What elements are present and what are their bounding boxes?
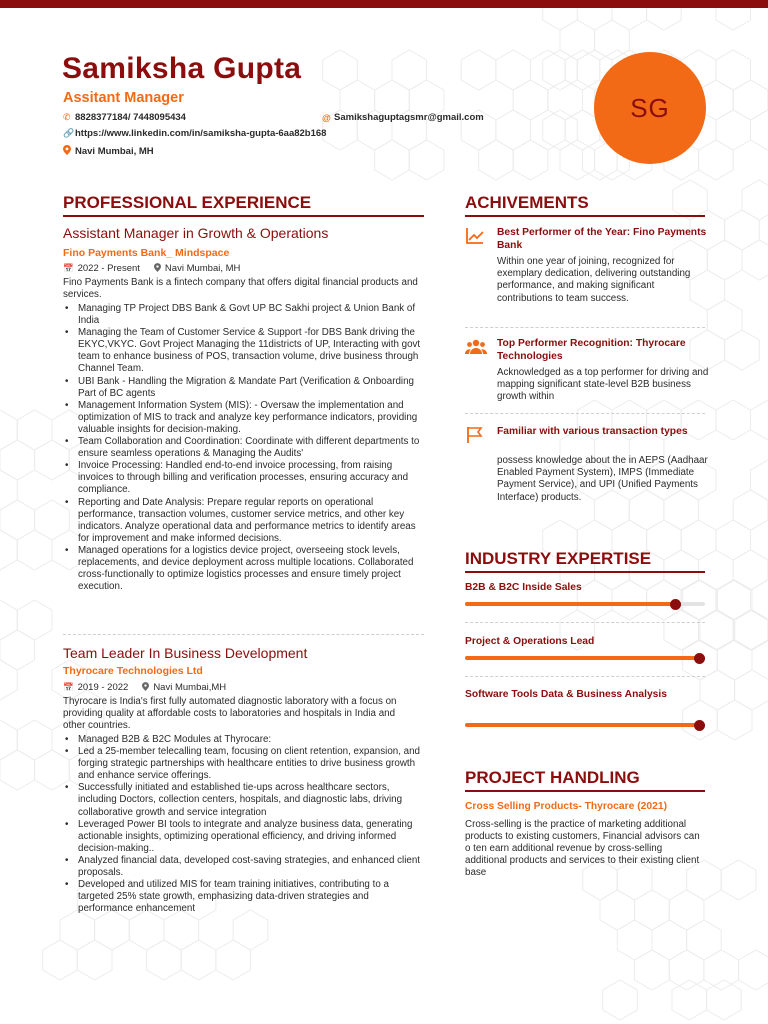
list-item: • Led a 25-member telecalling team, focusing on client retention, expansion, and forging strategic partnerships with healthcare entities to drive business growth and enhance service offerings.	[63, 746, 423, 782]
trend-up-icon	[465, 227, 487, 247]
contact-linkedin[interactable]	[63, 128, 326, 139]
section-title-achievements: ACHIVEMENTS	[465, 193, 705, 217]
linkedin-text[interactable]: https://www.linkedin.com/in/samiksha-gupta-6aa82b168	[75, 128, 327, 139]
calendar-icon: 📅	[63, 263, 74, 273]
list-item: • Invoice Processing: Handled end-to-end invoice processing, from raising invoices to through billing and verification processes, ensuring accuracy and compliance.	[63, 460, 423, 496]
achievement-title: Top Performer Recognition: Thyrocare Technologies	[497, 338, 686, 362]
phone-text: 8828377184/ 7448095434	[75, 112, 186, 123]
list-item: • Developed and utilized MIS for team training initiatives, contributing to a targeted 25% state growth, emphasizing data-driven strategies and performance enhancement	[63, 879, 423, 915]
list-item: • Successfully initiated and established tie-ups across healthcare sectors, including Doctors, collection centers, hospitals, and diagnostic labs, driving collaborative growth and service integration	[63, 782, 423, 818]
job-company: Thyrocare Technologies Ltd	[63, 665, 203, 677]
email-text[interactable]: Samikshaguptagsmr@gmail.com	[334, 112, 484, 123]
job-bullets	[63, 734, 423, 915]
achievement-item	[465, 338, 710, 408]
top-accent-bar	[0, 0, 768, 8]
job-dates: 2022 - Present	[77, 263, 140, 274]
list-item: • Reporting and Date Analysis: Prepare regular reports on operational performance, transaction volumes, customer service metrics, and other key indicators. Analyze operational data and performance metrics to identify areas for improvement and make informed decisions.	[63, 497, 423, 545]
map-pin-icon	[63, 145, 75, 157]
candidate-role: Assitant Manager	[63, 90, 184, 106]
calendar-icon: 📅	[63, 682, 74, 692]
list-item: • Team Collaboration and Coordination: Coordinate with different departments to ensure seamless operations & Managing the Audits'	[63, 436, 423, 460]
list-item: • Managed B2B & B2C Modules at Thyrocare:	[63, 734, 423, 746]
list-item: • Managing TP Project DBS Bank & Govt UP BC Sakhi project & Union Bank of India	[63, 303, 423, 327]
divider	[465, 622, 705, 623]
skill-label: Software Tools Data & Business Analysis	[465, 689, 667, 700]
map-pin-icon	[142, 682, 149, 693]
achievement-text: Within one year of joining, recognized for exemplary dedication, delivering outstanding performance, and making significant contributions to team success.	[497, 256, 691, 304]
project-text: Cross-selling is the practice of marketing additional products to existing customers, Financial advisors can o ten earn additional revenue by cross-selling additional products and services to their existing client base	[465, 819, 700, 879]
project-title: Cross Selling Products- Thyrocare (2021)	[465, 801, 667, 812]
candidate-name: Samiksha Gupta	[62, 52, 302, 85]
users-icon	[465, 338, 487, 358]
flag-icon	[465, 426, 487, 446]
section-title-industry-expertise: INDUSTRY EXPERTISE	[465, 549, 705, 573]
job-company: Fino Payments Bank_ Mindspace	[63, 247, 230, 259]
skill-bar-knob	[694, 653, 705, 664]
list-item: • UBI Bank - Handling the Migration & Mandate Part (Verification & Onboarding Part of BC agents	[63, 376, 423, 400]
skill-bar-knob	[694, 720, 705, 731]
list-item: • Analyzed financial data, developed cost-saving strategies, and enhanced client proposals.	[63, 855, 423, 879]
job-location: Navi Mumbai,MH	[153, 682, 227, 693]
achievement-item	[465, 227, 710, 322]
job-title: Team Leader In Business Development	[63, 645, 308, 661]
achievement-title: Familiar with various transaction types	[497, 426, 688, 437]
divider	[465, 413, 705, 414]
contact-location	[63, 145, 154, 157]
at-sign-icon: @	[322, 112, 331, 123]
skill-label: Project & Operations Lead	[465, 636, 595, 647]
job-dates: 2019 - 2022	[77, 682, 129, 693]
list-item: • Managed operations for a logistics device project, overseeing stock levels, replacements, and device deployment across multiple locations. Collaborated cross-functionally to optimize logistics processes and ensure timely project execution.	[63, 545, 423, 593]
job-description: Fino Payments Bank is a fintech company that offers digital financial products and services.	[63, 277, 418, 300]
job-bullets	[63, 303, 423, 593]
section-title-experience: PROFESSIONAL EXPERIENCE	[63, 193, 424, 217]
link-icon: 🔗	[63, 128, 75, 138]
achievement-text: possess knowledge about the in AEPS (Aadhaar Enabled Payment System), IMPS (Immediate Payment Service), and UPI (Unified Payments Interface) products.	[497, 455, 708, 503]
job-description: Thyrocare is India's first fully automated diagnostic laboratory with a focus on providing quality at affordable costs to laboratories and hospitals in India and other countries.	[63, 696, 397, 731]
job-location: Navi Mumbai, MH	[164, 263, 241, 274]
achievement-text: Acknowledged as a top performer for driving and mapping significant state-level B2B business growth within	[497, 367, 709, 403]
achievement-item	[465, 426, 710, 521]
skill-bar-fill	[465, 602, 681, 606]
divider	[465, 327, 705, 328]
phone-icon: ✆	[63, 112, 71, 122]
achievement-title: Best Performer of the Year: Fino Payments Bank	[497, 227, 707, 251]
location-text: Navi Mumbai, MH	[75, 145, 154, 157]
skill-bar-knob	[670, 599, 681, 610]
list-item: • Leveraged Power BI tools to integrate and analyze business data, generating actionable insights, optimizing operational efficiency, and driving informed decision-making..	[63, 819, 423, 855]
skill-bar-fill	[465, 723, 705, 727]
avatar-initials: SG	[630, 92, 670, 123]
divider	[63, 634, 424, 635]
skill-label: B2B & B2C Inside Sales	[465, 582, 582, 593]
skill-bar	[465, 723, 705, 727]
contact-email[interactable]	[322, 112, 484, 123]
list-item: • Management Information System (MIS): - Oversaw the implementation and optimization of MIS to track and analyze key performance indicators, providing valuable insights for decision-making.	[63, 400, 423, 436]
skill-bar	[465, 656, 705, 660]
contact-phone	[63, 112, 186, 123]
avatar	[594, 52, 706, 164]
divider	[465, 676, 705, 677]
section-title-project-handling: PROJECT HANDLING	[465, 768, 705, 792]
skill-bar-fill	[465, 656, 705, 660]
skill-bar	[465, 602, 705, 606]
list-item: • Managing the Team of Customer Service & Support -for DBS Bank driving the EKYC,VKYC. Govt Project Managing the 11districts of UP, Interacting with govt team to enhance business of POS, transaction volume, drive business through Channel Team.	[63, 327, 423, 375]
job-title: Assistant Manager in Growth & Operations	[63, 225, 329, 241]
job-meta	[63, 263, 240, 274]
job-meta	[63, 682, 226, 693]
map-pin-icon	[154, 263, 161, 274]
